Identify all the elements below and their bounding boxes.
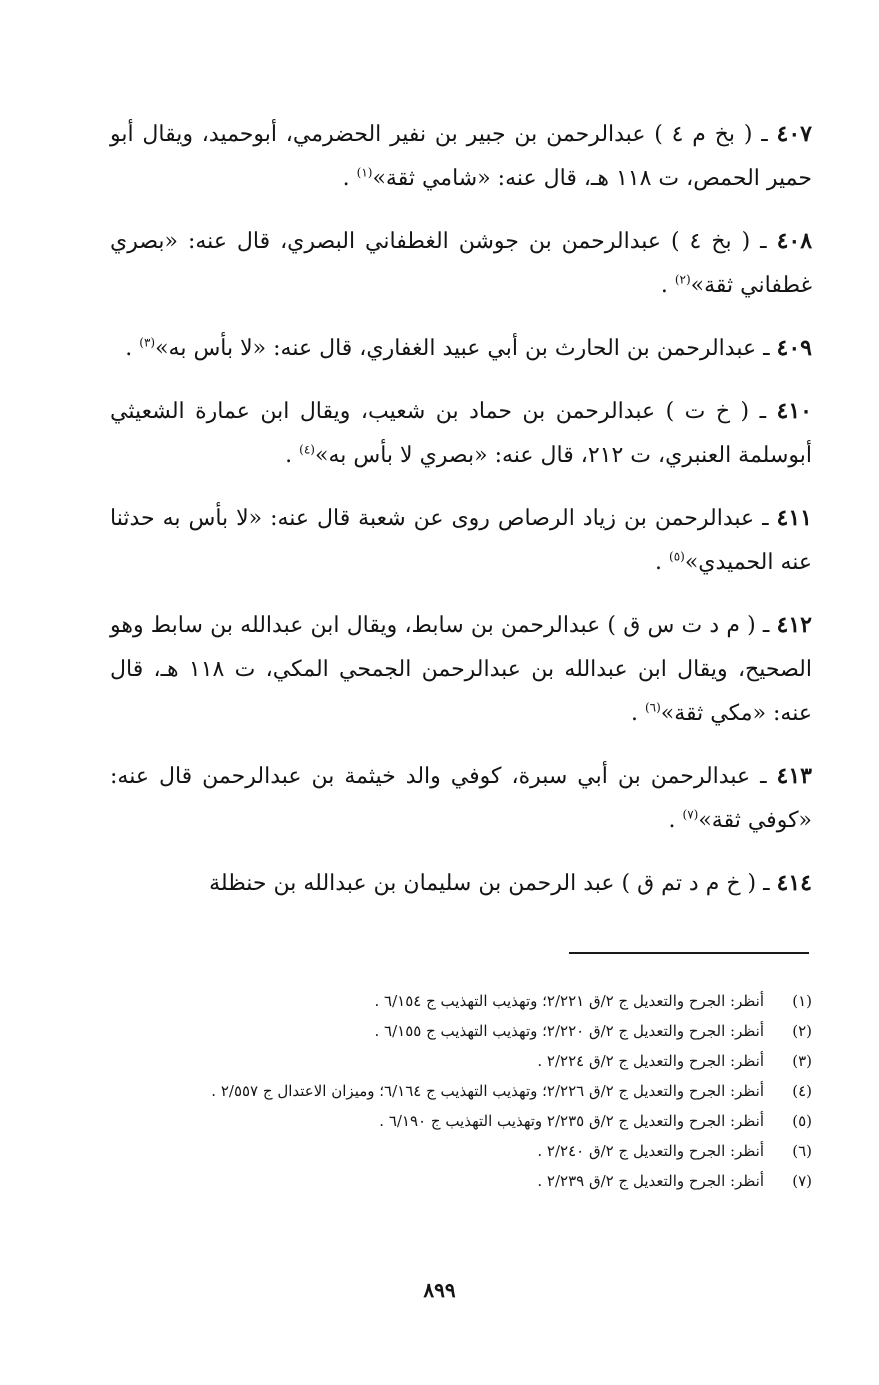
entry-408 <box>110 219 812 308</box>
footnote-separator <box>569 952 809 954</box>
entry-tail: . <box>342 166 357 191</box>
footnote-number: (٧) <box>792 1172 812 1190</box>
footnote-number: (٤) <box>792 1082 812 1100</box>
footnote-number: (٦) <box>792 1142 812 1160</box>
footnote-item <box>110 1046 812 1076</box>
footnote-text: أنظر: الجرح والتعديل ج ٢/ق ٢/٢٣٩ . <box>537 1172 764 1190</box>
footnote-number: (٣) <box>792 1052 812 1070</box>
footnote-ref: (٥) <box>669 549 685 564</box>
footnote-text: أنظر: الجرح والتعديل ج ٢/ق ٢/٢٤٠ . <box>537 1142 764 1160</box>
footnote-ref: (٧) <box>682 807 699 822</box>
entry-number: ٤١٣ <box>776 763 812 789</box>
entry-text: ـ عبدالرحمن بن زياد الرصاص روى عن شعبة قال عنه: «لا بأس به حدثنا عنه الحميدي» <box>110 506 812 575</box>
entry-412 <box>110 603 812 736</box>
entry-410 <box>110 389 812 478</box>
footnote-item <box>110 1016 812 1046</box>
footnote-item <box>110 1136 812 1166</box>
entry-411 <box>110 496 812 585</box>
entry-number: ٤٠٧ <box>776 121 812 147</box>
footnote-text: أنظر: الجرح والتعديل ج ٢/ق ٢/٢٢٦؛ وتهذيب التهذيب ج ٦/١٦٤؛ وميزان الاعتدال ج ٢/٥٥٧ . <box>211 1082 764 1100</box>
footnote-item <box>110 1106 812 1136</box>
footnote-text: أنظر: الجرح والتعديل ج ٢/ق ٢/٢٣٥ وتهذيب التهذيب ج ٦/١٩٠ . <box>379 1112 764 1130</box>
entry-tail: . <box>630 701 645 726</box>
entry-text: ـ ( م د ت س ق ) عبدالرحمن بن سابط، ويقال ابن عبدالله بن سابط وهو الصحيح، ويقال ابن عبدالله بن عبدالرحمن الجمحي المكي، ت ١١٨ هـ، قال عنه: «مكي ثقة» <box>110 613 812 726</box>
entry-number: ٤١٢ <box>776 612 812 638</box>
entry-number: ٤١١ <box>776 505 812 531</box>
footnote-item <box>110 986 812 1016</box>
entry-tail: . <box>125 336 140 361</box>
entry-tail: . <box>660 273 675 298</box>
footnote-ref: (٤) <box>299 442 315 457</box>
entry-number: ٤١٠ <box>776 398 812 424</box>
footnote-ref: (٣) <box>139 335 156 350</box>
page-number: ٨٩٩ <box>423 1278 456 1302</box>
entry-413 <box>110 754 812 843</box>
entries-list <box>110 112 812 924</box>
entry-number: ٤١٤ <box>776 870 812 896</box>
entry-text: ـ ( بخ م ٤ ) عبدالرحمن بن جبير بن نفير الحضرمي، أبوحميد، ويقال أبو حمير الحمص، ت ١١٨ هـ، قال عنه: «شامي ثقة» <box>110 122 812 191</box>
entry-tail: . <box>655 550 670 575</box>
entry-text: ـ ( بخ ٤ ) عبدالرحمن بن جوشن الغطفاني البصري، قال عنه: «بصري غطفاني ثقة» <box>110 229 812 298</box>
entry-number: ٤٠٨ <box>776 228 813 254</box>
footnote-ref: (٢) <box>674 272 691 287</box>
footnote-ref: (١) <box>356 165 373 180</box>
entry-number: ٤٠٩ <box>776 335 812 361</box>
entry-414 <box>110 861 812 906</box>
footnote-text: أنظر: الجرح والتعديل ج ٢/ق ٢/٢٢١؛ وتهذيب التهذيب ج ٦/١٥٤ . <box>374 992 764 1010</box>
entry-407 <box>110 112 812 201</box>
footnotes-list <box>110 986 812 1196</box>
entry-409 <box>110 326 812 371</box>
entry-tail: . <box>668 808 683 833</box>
footnote-text: أنظر: الجرح والتعديل ج ٢/ق ٢/٢٢٠؛ وتهذيب التهذيب ج ٦/١٥٥ . <box>374 1022 764 1040</box>
footnote-text: أنظر: الجرح والتعديل ج ٢/ق ٢/٢٢٤ . <box>537 1052 764 1070</box>
footnote-item <box>110 1076 812 1106</box>
footnote-item <box>110 1166 812 1196</box>
entry-text: ـ ( خ ت ) عبدالرحمن بن حماد بن شعيب، ويقال ابن عمارة الشعيثي أبوسلمة العنبري، ت ٢١٢، قال عنه: «بصري لا بأس به» <box>110 399 812 468</box>
footnote-number: (٥) <box>792 1112 812 1130</box>
footnote-number: (٢) <box>792 1022 812 1040</box>
footnote-number: (١) <box>792 992 812 1010</box>
entry-text: ـ عبدالرحمن بن أبي سبرة، كوفي والد خيثمة بن عبدالرحمن قال عنه: «كوفي ثقة» <box>110 764 812 833</box>
entry-tail: . <box>285 443 300 468</box>
entry-text: ـ ( خ م د تم ق ) عبد الرحمن بن سليمان بن عبدالله بن حنظلة <box>209 871 777 896</box>
footnote-ref: (٦) <box>644 700 661 715</box>
entry-text: ـ عبدالرحمن بن الحارث بن أبي عبيد الغفاري، قال عنه: «لا بأس به» <box>155 336 777 361</box>
